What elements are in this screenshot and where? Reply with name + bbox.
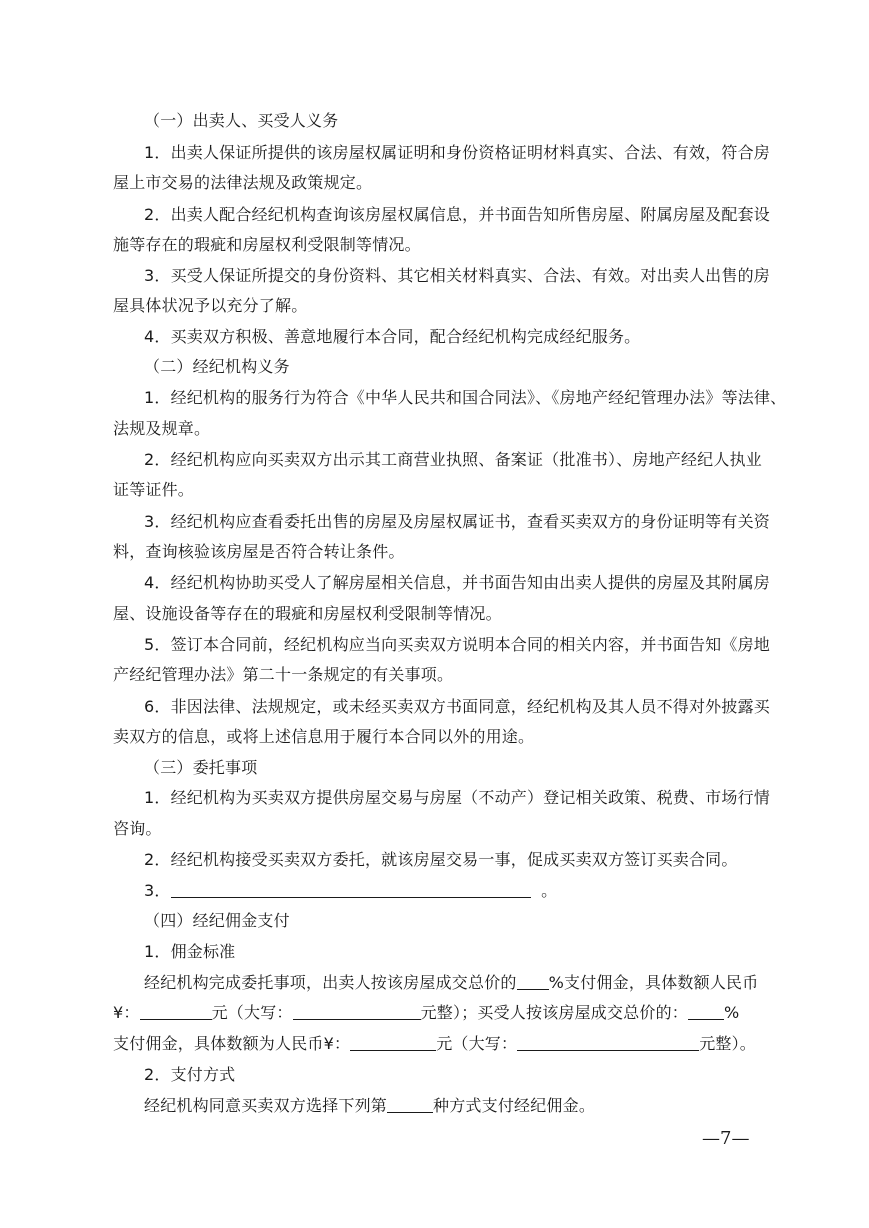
fee-text-e: 支付佣金，具体数额为人民币¥： [113,1034,351,1053]
fee-text-c: 元（大写： [211,1003,293,1022]
buyer-rate-blank[interactable] [688,1003,724,1020]
section-1-title: （一）出卖人、买受人义务 [144,111,339,130]
page-number: —7— [702,1128,750,1149]
s3-item3-line [144,880,557,902]
s4-payment-line [144,1095,595,1117]
fee-text-a: 经纪机构完成委托事项，出卖人按该房屋成交总价的 [144,973,517,992]
s1-item2-line1: 2．出卖人配合经纪机构查询该房屋权属信息，并书面告知所售房屋、附属房屋及配套设 [144,205,770,224]
payment-method-blank[interactable] [387,1096,433,1113]
s2-item4-line1: 4．经纪机构协助买受人了解房屋相关信息，并书面告知由出卖人提供的房屋及其附属房 [144,573,770,592]
s4-fee-line1 [144,972,758,994]
s4-fee-line3 [113,1033,756,1055]
s2-item4-line2: 屋、设施设备等存在的瑕疵和房屋权利受限制等情况。 [113,604,502,623]
s2-item2-line2: 证等证件。 [113,480,195,499]
s2-item5-line1: 5．签订本合同前，经纪机构应当向买卖双方说明本合同的相关内容，并书面告知《房地 [144,635,770,654]
s4-item2-title: 2．支付方式 [144,1065,236,1084]
s3-item1-line1: 1．经纪机构为买卖双方提供房屋交易与房屋（不动产）登记相关政策、税费、市场行情 [144,788,770,807]
s1-item3-line1: 3．买受人保证所提交的身份资料、其它相关材料真实、合法、有效。对出卖人出售的房 [144,266,770,285]
s2-item1-line2: 法规及规章。 [113,419,211,438]
s2-item6-line2: 卖双方的信息，或将上述信息用于履行本合同以外的用途。 [113,727,535,746]
section-2-title: （二）经纪机构义务 [144,357,290,376]
section-3-title: （三）委托事项 [144,758,258,777]
s1-item3-line2: 屋具体状况予以充分了解。 [113,296,308,315]
payment-text-b: 种方式支付经纪佣金。 [433,1096,596,1115]
fee-text-g: 元整）。 [699,1034,757,1053]
s3-item2-line1: 2．经纪机构接受买卖双方委托，就该房屋交易一事，促成买卖双方签订买卖合同。 [144,850,738,869]
s3-item3-prefix: 3． [144,881,171,900]
yuan-symbol-a: ¥： [113,1003,140,1022]
buyer-amount-blank[interactable] [350,1034,436,1051]
s1-item4-line1: 4．买卖双方积极、善意地履行本合同，配合经纪机构完成经纪服务。 [144,327,641,346]
s2-item3-line1: 3．经纪机构应查看委托出售的房屋及房屋权属证书，查看买卖双方的身份证明等有关资 [144,512,770,531]
s1-item1-line2: 屋上市交易的法律法规及政策规定。 [113,173,373,192]
seller-rate-blank[interactable] [517,973,549,990]
s2-item5-line2: 产经纪管理办法》第二十一条规定的有关事项。 [113,665,454,684]
s3-item1-line2: 咨询。 [113,819,162,838]
s1-item2-line2: 施等存在的瑕疵和房屋权利受限制等情况。 [113,235,421,254]
s2-item6-line1: 6．非因法律、法规规定，或未经买卖双方书面同意，经纪机构及其人员不得对外披露买 [144,697,770,716]
percent-sign: % [724,1003,740,1022]
s1-item1-line1: 1．出卖人保证所提供的该房屋权属证明和身份资格证明材料真实、合法、有效，符合房 [144,143,770,162]
s2-item1-line1: 1．经纪机构的服务行为符合《中华人民共和国合同法》、《房地产经纪管理办法》等法律、 [144,388,787,407]
s3-item3-suffix: 。 [541,881,558,900]
fee-text-b: %支付佣金，具体数额人民币 [548,973,759,992]
s4-item1-title: 1．佣金标准 [144,942,236,961]
s4-fee-line2 [113,1002,739,1024]
seller-amount-blank[interactable] [140,1003,212,1020]
s2-item2-line1: 2．经纪机构应向买卖双方出示其工商营业执照、备案证（批准书）、房地产经纪人执业 [144,450,762,469]
section-4-title: （四）经纪佣金支付 [144,911,290,930]
s2-item3-line2: 料，查询核验该房屋是否符合转让条件。 [113,542,405,561]
buyer-amount-words-blank[interactable] [517,1034,699,1051]
fee-text-f: 元（大写： [436,1034,518,1053]
blank-field-item3[interactable] [171,881,531,898]
seller-amount-words-blank[interactable] [293,1003,421,1020]
payment-text-a: 经纪机构同意买卖双方选择下列第 [144,1096,388,1115]
fee-text-d: 元整）；买受人按该房屋成交总价的： [420,1003,689,1022]
